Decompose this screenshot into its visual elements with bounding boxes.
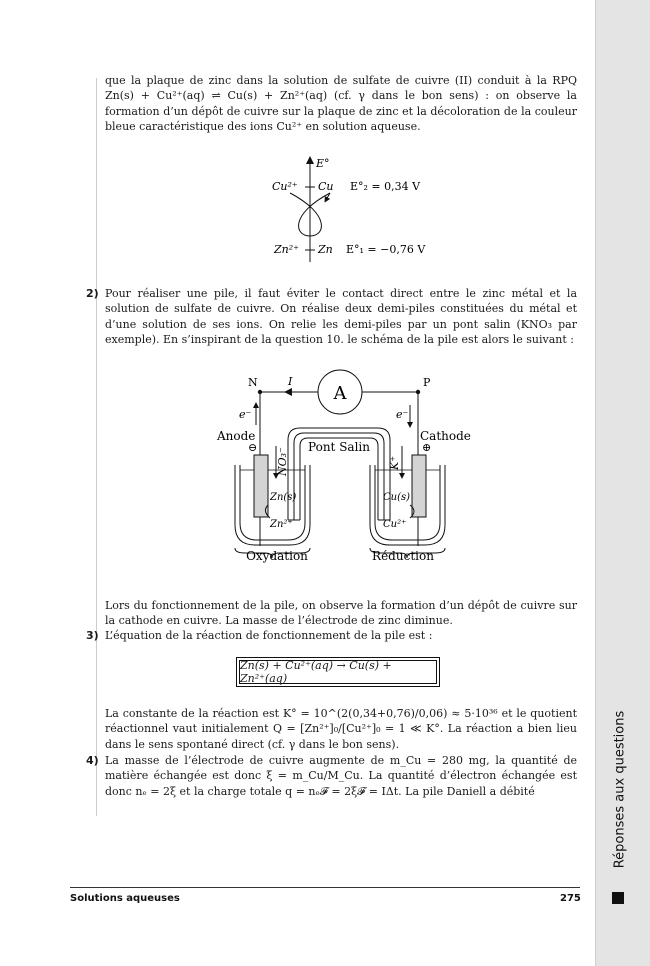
cathode-label: Cathode bbox=[420, 429, 471, 443]
paragraph-constant: La constante de la réaction est K° = 10^(2(0,34+0,76)/0,06) ≈ 5·10³⁶ et le quotient réactionnel vaut initialement Q = [Zn²⁺]₀/[Cu²⁺]₀ = 1 ≪ K°. La réaction a bien lieu dans le sens spontané direct (cf. γ dans le bon sens). bbox=[105, 707, 577, 751]
footer-rule bbox=[70, 887, 580, 888]
electron-left-label: e⁻ bbox=[239, 408, 252, 421]
top-value-label: E°₂ = 0,34 V bbox=[350, 180, 421, 193]
footer-chapter: Solutions aqueuses bbox=[70, 893, 180, 904]
question-3-number: 3) bbox=[86, 629, 99, 642]
footer-page-number: 275 bbox=[560, 893, 581, 904]
question-4-text: La masse de l’électrode de cuivre augmente de m_Cu = 280 mg, la quantité de matière échangée est donc ξ = m_Cu/M_Cu. La quantité d’électron échangée est donc nₑ = 2ξ et la charge totale q = nₑ𝓕 = 2ξ𝓕 = IΔt. La pile Daniell a débité bbox=[105, 754, 577, 798]
ion-left-label: Zn²⁺ bbox=[270, 519, 293, 530]
metal-left-label: Zn(s) bbox=[270, 492, 297, 503]
question-4-number: 4) bbox=[86, 754, 99, 767]
node-p-dot bbox=[416, 390, 420, 394]
copper-electrode bbox=[412, 455, 426, 517]
ion-right-label: Cu²⁺ bbox=[383, 519, 407, 530]
sidebar-label: Réponses aux questions bbox=[612, 710, 628, 868]
node-p-label: P bbox=[423, 376, 431, 389]
question-3-text: L’équation de la réaction de fonctionnement de la pile est : bbox=[105, 629, 433, 642]
axis-label: E° bbox=[316, 157, 330, 170]
reduction-label: Réduction bbox=[372, 549, 434, 563]
question-2-text: Pour réaliser une pile, il faut éviter le contact direct entre le zinc métal et la solution de sulfate de cuivre. On réalise deux demi-piles constituées du métal et d’une solution de ses ions. On relie les demi-piles par un pont salin (KNO₃ par exemple). En s’inspirant de la question 10. le schéma de la pile est alors le suivant : bbox=[105, 287, 577, 346]
cation-label: K⁺ bbox=[388, 455, 401, 470]
current-label: I bbox=[288, 375, 293, 388]
top-ox-label: Cu²⁺ bbox=[272, 180, 298, 193]
anion-label: NO₃⁻ bbox=[276, 447, 289, 476]
paragraph-rpq: que la plaque de zinc dans la solution de sulfate de cuivre (II) conduit à la RPQ Zn(s) + Cu²⁺(aq) ⇌ Cu(s) + Zn²⁺(aq) (cf. γ dans le bon sens) : on observe la formation d’un dépôt de cuivre sur la plaque de zinc et la décoloration de la couleur bleue caractéristique des ions Cu²⁺ en solution aqueuse. bbox=[105, 74, 577, 133]
electron-right-label: e⁻ bbox=[396, 408, 409, 421]
plus-sign: ⊕ bbox=[422, 441, 432, 454]
top-red-label: Cu bbox=[318, 180, 334, 193]
paragraph-after-cell: Lors du fonctionnement de la pile, on observe la formation d’un dépôt de cuivre sur la cathode en cuivre. La masse de l’électrode de zinc diminue. bbox=[105, 599, 577, 628]
beaker-right-outer bbox=[370, 465, 445, 545]
question-2-number: 2) bbox=[86, 287, 99, 300]
beaker-left-outer bbox=[235, 465, 310, 545]
bottom-ox-label: Zn²⁺ bbox=[274, 243, 299, 256]
metal-right-label: Cu(s) bbox=[383, 492, 411, 503]
bottom-red-label: Zn bbox=[318, 243, 333, 256]
node-n-dot bbox=[258, 390, 262, 394]
equation-text: Zn(s) + Cu²⁺(aq) → Cu(s) + Zn²⁺(aq) bbox=[239, 660, 437, 684]
anode-label: Anode bbox=[217, 429, 256, 443]
minus-sign: ⊖ bbox=[248, 441, 258, 454]
equation-box bbox=[236, 657, 440, 687]
node-n-label: N bbox=[248, 376, 258, 389]
bottom-value-label: E°₁ = −0,76 V bbox=[346, 243, 426, 256]
oxidation-label: Oxydation bbox=[246, 549, 308, 563]
salt-bridge-label: Pont Salin bbox=[308, 440, 370, 454]
ammeter-label: A bbox=[333, 383, 347, 404]
